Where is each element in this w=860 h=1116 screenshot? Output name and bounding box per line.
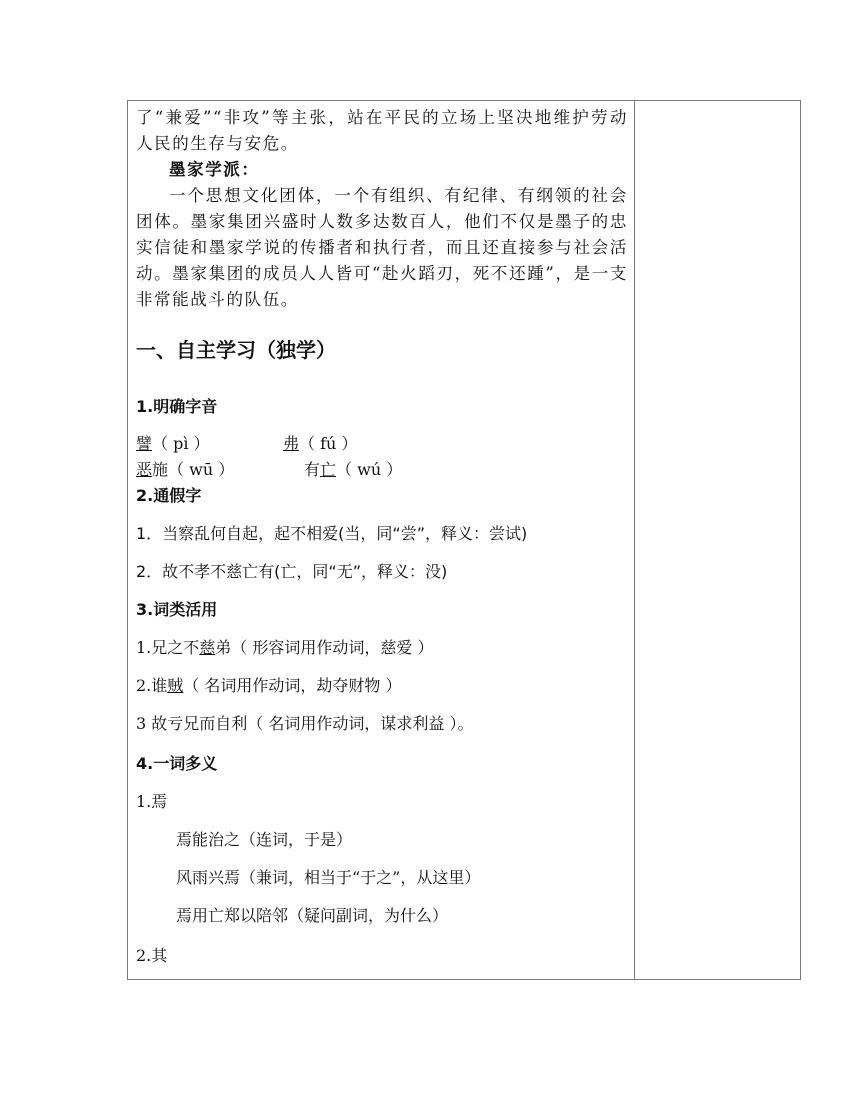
pronounced-char: 弗	[283, 434, 300, 453]
tongjia-item-2: 2．故不孝不慈亡有(亡，同“无”，释义：没)	[136, 562, 448, 581]
key-word: 贼	[167, 676, 184, 695]
text: 弟（ 形容词用作动词，慈爱 ）	[215, 638, 434, 657]
key-word: 慈	[199, 638, 216, 657]
section-title: 一、自主学习（独学）	[136, 338, 336, 362]
duoyi-subitem-2: 风雨兴焉（兼词，相当于“于之”，从这里）	[176, 868, 481, 887]
pronunciation-title: 1.明确字音	[136, 397, 218, 416]
word-suffix: 施	[152, 460, 169, 479]
pinyin: （ wú ）	[336, 460, 403, 479]
pronunciation-item-3	[136, 457, 234, 480]
pronunciation-item-1	[136, 431, 210, 454]
pronunciation-item-4	[304, 457, 402, 480]
text: 1.兄之不	[136, 638, 200, 657]
intro-paragraph-1: 了“兼爱”“非攻”等主张，站在平民的立场上坚决地维护劳动人民的生存与安危。	[136, 108, 628, 153]
duoyi-item-1: 1.焉	[136, 792, 168, 811]
duoyi-subitem-3: 焉用亡郑以陪邻（疑问副词，为什么）	[176, 906, 449, 925]
tongjia-item-1: 1．当察乱何自起，起不相爱(当，同“尝”，释义：尝试)	[136, 524, 528, 543]
pinyin: （ fú ）	[299, 434, 358, 453]
cilei-item-2	[136, 673, 401, 696]
cilei-title: 3.词类活用	[136, 600, 218, 619]
duoyi-item-2: 2.其	[136, 946, 168, 965]
cilei-item-3: 3 故亏兄而自利（ 名词用作动词，谋求利益 ）。	[136, 714, 474, 733]
pinyin: （ wū ）	[168, 460, 235, 479]
cilei-item-1	[136, 635, 433, 658]
intro-paragraph-2: 一个思想文化团体，一个有组织、有纪律、有纲领的社会团体。墨家集团兴盛时人数多达数百人，他们不仅是墨子的忠实信徒和墨家学说的传播者和执行者，而且还直接参与社会活动。墨家集团的成员人人皆可“赴火蹈刃，死不还踵”，是一支非常能战斗的队伍。	[136, 186, 628, 309]
pronunciation-item-2	[283, 431, 357, 454]
pinyin: （ pì ）	[152, 434, 210, 453]
pronounced-char: 亡	[320, 460, 337, 479]
tongjia-title: 2.通假字	[136, 486, 202, 505]
word-prefix: 有	[304, 460, 321, 479]
duoyi-subitem-1: 焉能治之（连词，于是）	[176, 830, 353, 849]
text: （ 名词用作动词，劫夺财物 ）	[183, 676, 402, 695]
pronounced-char: 恶	[136, 460, 153, 479]
text: 2.谁	[136, 676, 168, 695]
document-table	[127, 100, 801, 980]
duoyi-title: 4.一词多义	[136, 754, 218, 773]
pronounced-char: 譬	[136, 434, 153, 453]
notes-cell	[635, 101, 800, 979]
mohist-school-heading: 墨家学派：	[169, 160, 260, 179]
